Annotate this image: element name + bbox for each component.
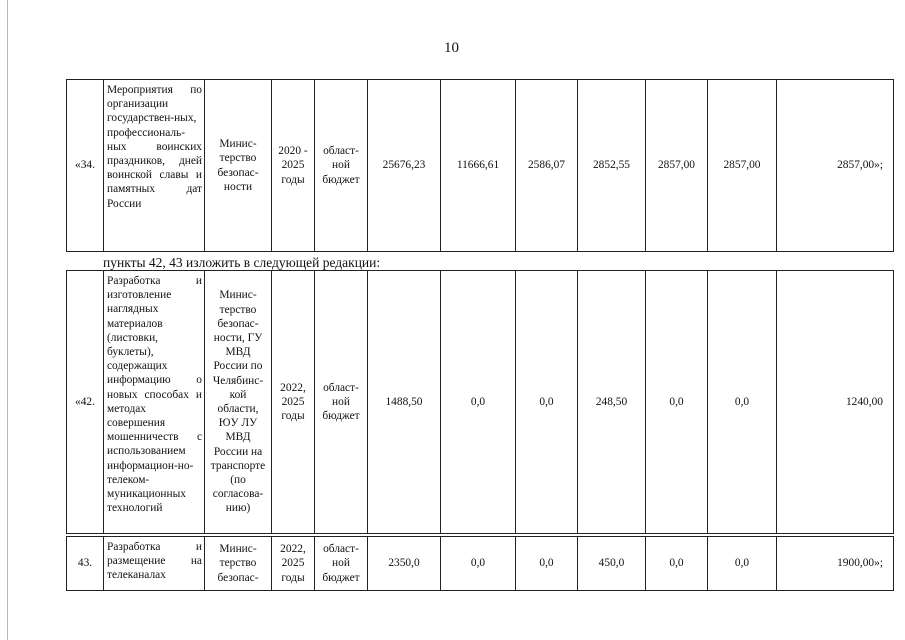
year-amount: 11666,61 [441,80,516,252]
executor: Минис-терство безопас-ности [205,80,272,252]
funding-source: област-ной бюджет [315,537,368,591]
scan-edge-line [7,0,8,640]
total-amount: 1488,50 [368,271,441,534]
year-amount: 0,0 [646,537,708,591]
total-amount: 25676,23 [368,80,441,252]
year-amount: 1240,00 [777,271,894,534]
funding-source: област-ной бюджет [315,80,368,252]
year-amount: 2857,00 [646,80,708,252]
table-row-34 [66,79,894,252]
measure-description: Мероприятия по организации государствен-ных, профессиональ-ных воинских праздников, дней воинской славы и памятных дат России [104,80,205,252]
period: 2020 - 2025 годы [272,80,315,252]
row-number: «42. [67,271,104,534]
year-amount: 0,0 [646,271,708,534]
year-amount: 0,0 [516,537,578,591]
row-number: 43. [67,537,104,591]
period: 2022, 2025 годы [272,271,315,534]
table-row-43 [66,536,894,591]
measure-description: Разработка и размещение на телеканалах [104,537,205,591]
year-amount: 0,0 [516,271,578,534]
year-amount: 0,0 [441,271,516,534]
executor: Минис-терство безопас- [205,537,272,591]
funding-source: област-ной бюджет [315,271,368,534]
year-amount: 0,0 [708,537,777,591]
page-number: 10 [444,40,459,56]
amendment-text: пункты 42, 43 изложить в следующей редакции: [103,255,381,270]
year-amount: 2586,07 [516,80,578,252]
year-amount: 0,0 [708,271,777,534]
year-amount: 0,0 [441,537,516,591]
executor: Минис-терство безопас-ности, ГУ МВД России по Челябинс-кой области, ЮУ ЛУ МВД России на транспорте (по согласова-нию) [205,271,272,534]
year-amount: 248,50 [578,271,646,534]
year-amount: 2857,00 [708,80,777,252]
measure-description: Разработка и изготовление наглядных материалов (листовки, буклеты), содержащих информацию о новых способах и методах совершения мошенничеств с использованием информацион-но-телеком-муникационных технологий [104,271,205,534]
period: 2022, 2025 годы [272,537,315,591]
table-row-42 [66,270,894,534]
year-amount: 2857,00»; [777,80,894,252]
row-number: «34. [67,80,104,252]
total-amount: 2350,0 [368,537,441,591]
year-amount: 2852,55 [578,80,646,252]
year-amount: 450,0 [578,537,646,591]
year-amount: 1900,00»; [777,537,894,591]
